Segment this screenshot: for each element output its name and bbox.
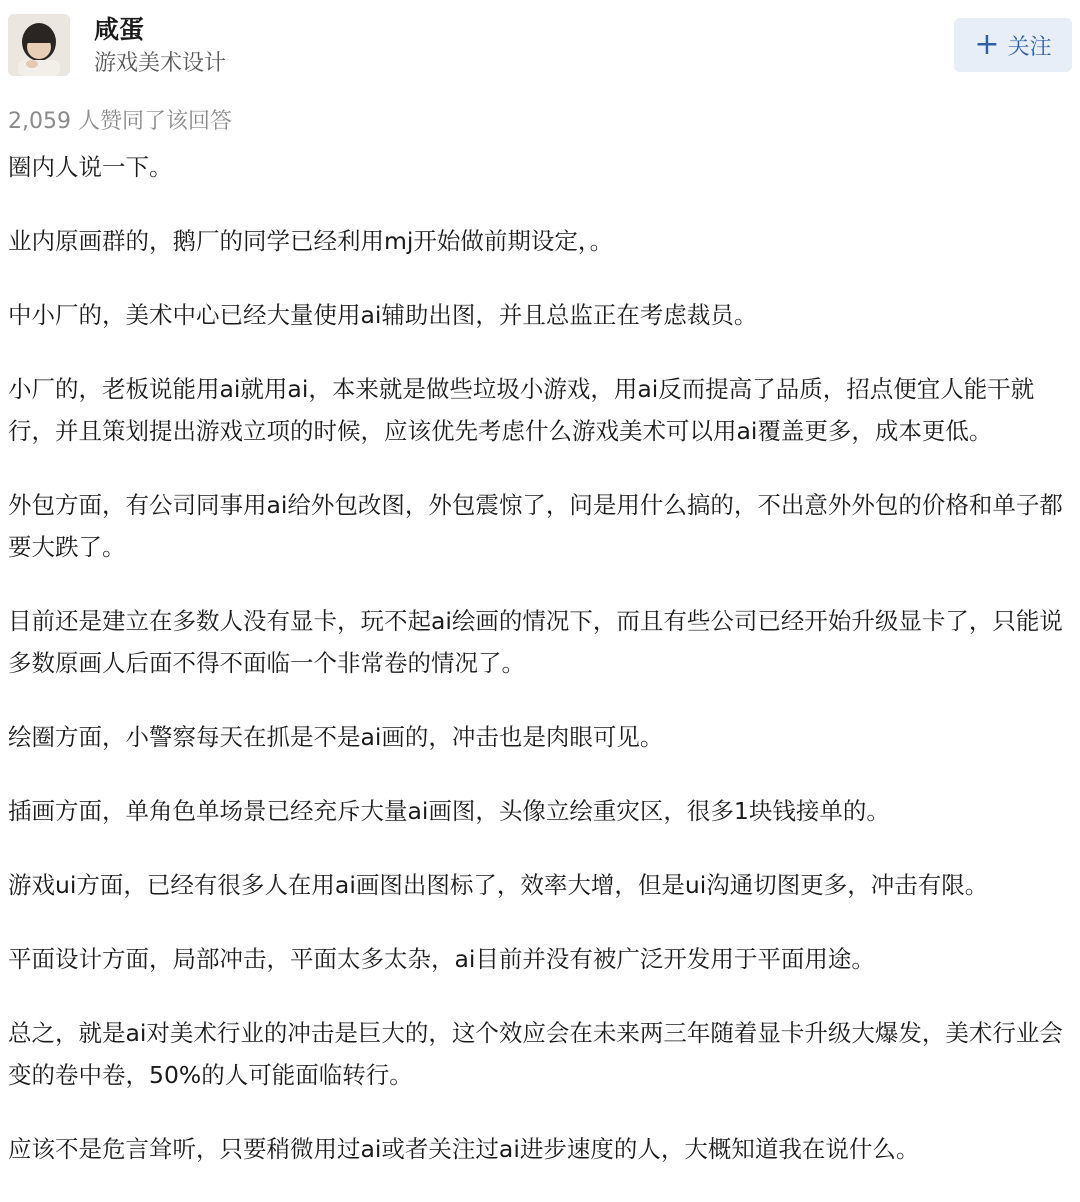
paragraph: 目前还是建立在多数人没有显卡，玩不起ai绘画的情况下，而且有些公司已经开始升级显卡了，只能说多数原画人后面不得不面临一个非常卷的情况了。: [8, 607, 1063, 677]
paragraph: 业内原画群的，鹅厂的同学已经利用mj开始做前期设定，。: [8, 227, 614, 255]
follow-button[interactable]: [954, 18, 1072, 72]
avatar[interactable]: [8, 14, 70, 76]
follow-label: 关注: [1007, 34, 1052, 60]
author-name[interactable]: 咸蛋: [94, 15, 145, 44]
paragraph: 圈内人说一下。: [8, 153, 173, 181]
likes-count[interactable]: 2,059 人赞同了该回答: [8, 109, 232, 134]
answer-content: [8, 146, 1066, 1202]
paragraph: 中小厂的，美术中心已经大量使用ai辅助出图，并且总监正在考虑裁员。: [8, 301, 758, 329]
paragraph: 总之，就是ai对美术行业的冲击是巨大的，这个效应会在未来两三年随着显卡升级大爆发，美术行业会变的卷中卷，50%的人可能面临转行。: [8, 1019, 1063, 1089]
paragraph: 应该不是危言耸听，只要稍微用过ai或者关注过ai进步速度的人，大概知道我在说什么。: [8, 1135, 920, 1163]
paragraph: 外包方面，有公司同事用ai给外包改图，外包震惊了，问是用什么搞的，不出意外外包的价格和单子都要大跌了。: [8, 491, 1063, 561]
paragraph: 游戏ui方面，已经有很多人在用ai画图出图标了，效率大增，但是ui沟通切图更多，冲击有限。: [8, 871, 989, 899]
paragraph: 平面设计方面，局部冲击，平面太多太杂，ai目前并没有被广泛开发用于平面用途。: [8, 945, 875, 973]
answer-header: [0, 0, 1080, 96]
paragraph: 小厂的，老板说能用ai就用ai，本来就是做些垃圾小游戏，用ai反而提高了品质，招点便宜人能干就行，并且策划提出游戏立项的时候，应该优先考虑什么游戏美术可以用ai覆盖更多，成本更低。: [8, 375, 1035, 445]
paragraph: 插画方面，单角色单场景已经充斥大量ai画图，头像立绘重灾区，很多1块钱接单的。: [8, 797, 890, 825]
user-avatar-photo-icon: [8, 14, 70, 76]
author-title: 游戏美术设计: [94, 51, 227, 76]
paragraph: 绘圈方面，小警察每天在抓是不是ai画的，冲击也是肉眼可见。: [8, 723, 664, 751]
plus-icon: +: [974, 27, 1000, 62]
